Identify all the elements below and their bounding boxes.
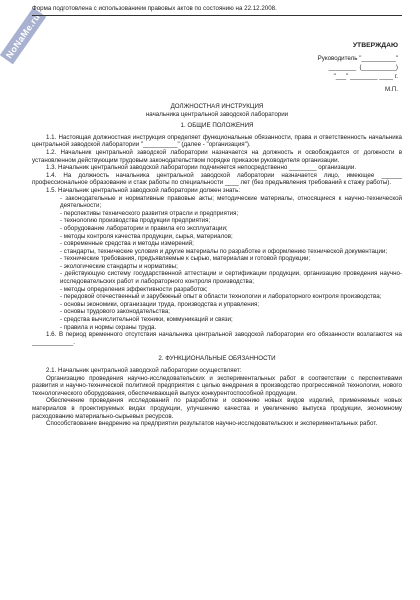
list-item: - действующую систему государственной аттестации и сертификации продукции, организацию проведения научно-исследовательских работ и лабораторного контроля производства; xyxy=(60,270,402,286)
list-item: - оборудование лаборатории и правила его эксплуатации; xyxy=(60,224,228,232)
list-item: - технологию производства продукции предприятия; xyxy=(60,217,211,225)
duty-paragraph: Организацию проведения научно-исследовательских и экспериментальных работ в соответствии с перспективами развития и научно-технической политикой предприятия с целью внедрения в производство прогрессивной технологии, нового технологического оборудования, обеспечивающей выпуск конкурентоспособной продукции. xyxy=(32,374,402,397)
watermark-badge: NoNaMe.ru xyxy=(0,8,46,65)
section-2-title: 2. ФУНКЦИОНАЛЬНЫЕ ОБЯЗАННОСТИ xyxy=(158,355,276,363)
paragraph-1-1: 1.1. Настоящая должностная инструкция определяет функциональные обязанности, права и ответственность начальника центральной заводской лаборатории "__________" (далее - "организация"). xyxy=(32,133,402,149)
list-item: - современные средства и методы измерений; xyxy=(60,240,194,248)
list-item: - методы контроля качества продукции, сырья, материалов; xyxy=(60,232,233,240)
approval-date-line: "___" ________ ____ г. xyxy=(333,73,398,80)
paragraph-1-5: 1.5. Начальник центральной заводской лаборатории должен знать: xyxy=(46,186,241,194)
list-item: - основы трудового законодательства; xyxy=(60,308,170,316)
paragraph-1-3: 1.3. Начальник центральной заводской лаборатории подчиняется непосредственно ________ организации. xyxy=(46,164,357,172)
list-item: - передовой отечественный и зарубежный опыт в области технологии и лабораторного контроля производства; xyxy=(60,293,382,301)
document-page xyxy=(32,0,402,428)
list-item: - перспективы технического развития отрасли и предприятия; xyxy=(60,209,239,217)
approval-title: УТВЕРЖДАЮ xyxy=(352,42,398,49)
paragraph-1-6: 1.6. В период временного отсутствия начальника центральной заводской лаборатории его обязанности возлагаются на ____________. xyxy=(32,331,402,346)
approval-block xyxy=(32,24,402,94)
list-item: - основы экономики, организации труда, производства и управления; xyxy=(60,300,260,308)
document-body xyxy=(32,103,402,428)
list-item: - законодательные и нормативные правовые акты; методические материалы, относящиеся к научно-технической деятельности; xyxy=(60,194,402,210)
form-notice: Форма подготовлена с использованием правовых актов по состоянию на 22.12.2008. xyxy=(32,0,402,16)
paragraph-2-1: 2.1. Начальник центральной заводской лаборатории осуществляет: xyxy=(46,367,242,374)
list-item: - технические требования, предъявляемые к сырью, материалам и готовой продукции; xyxy=(60,255,311,263)
list-item: - методы определения эффективности разработок; xyxy=(60,285,208,293)
document-title: ДОЛЖНОСТНАЯ ИНСТРУКЦИЯ xyxy=(170,103,264,110)
approval-signature-line: ________ (__________) xyxy=(328,64,398,71)
list-item: - экологические стандарты и нормативы; xyxy=(60,262,178,270)
paragraph-1-2: 1.2. Начальник центральной заводской лаборатории назначается на должность и освобождается от должности в установленном действующим трудовым законодательством порядке приказом руководителя организации. xyxy=(32,148,402,164)
paragraph-1-4: 1.4. На должность начальника центральной заводской лаборатории назначается лицо, имеющее ______ профессиональное образование и стаж работы по специальности ____ лет (без предъявления требований к стажу работы). xyxy=(32,171,402,187)
list-item: - стандарты, технические условия и другие материалы по разработке и оформлению технической документации; xyxy=(60,247,388,255)
duty-paragraph: Способствование внедрению на предприятии результатов научно-исследовательских и экспериментальных работ. xyxy=(46,420,378,428)
list-item: - средства вычислительной техники, коммуникаций и связи; xyxy=(60,316,233,324)
document-subtitle: начальника центральной заводской лаборатории xyxy=(145,110,289,118)
section-1-title: 1. ОБЩИЕ ПОЛОЖЕНИЯ xyxy=(180,122,254,130)
duty-paragraph: Обеспечение проведения исследований по разработке и освоению новых видов изделий, применяемых новых материалов в проектируемых видах продукции, улучшению качества и увеличению выпуска продукции, экономному расходованию материально-сырьевых ресурсов. xyxy=(32,397,402,420)
approval-director-line: Руководитель "__________" xyxy=(317,55,398,62)
list-item: - правила и нормы охраны труда. xyxy=(60,323,157,331)
approval-stamp-place: М.П. xyxy=(384,86,398,93)
